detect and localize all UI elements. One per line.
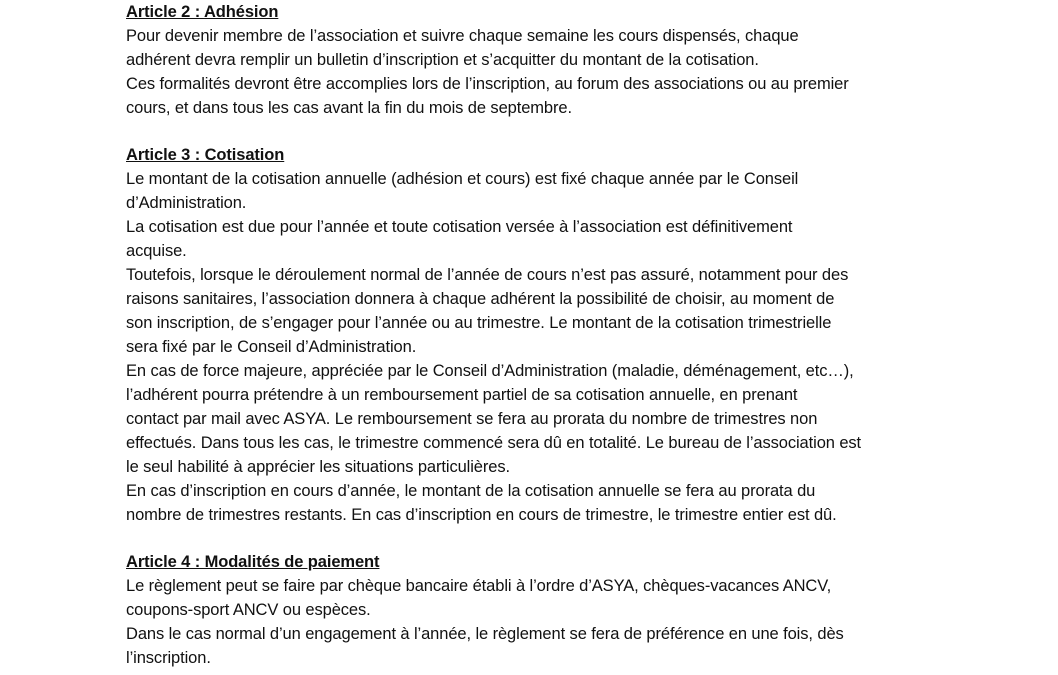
article-2-adhesion (126, 0, 946, 120)
article-title: Article 2 : Adhésion (126, 3, 279, 21)
paragraph-line: Le montant de la cotisation annuelle (adhésion et cours) est fixé chaque année par le Conseil (126, 170, 799, 188)
paragraph-line: le seul habilité à apprécier les situations particulières. (126, 458, 510, 476)
paragraph-line: La cotisation est due pour l’année et toute cotisation versée à l’association est définitivement (126, 218, 793, 236)
paragraph-line: Pour devenir membre de l’association et suivre chaque semaine les cours dispensés, chaque (126, 27, 799, 45)
paragraph-line: nombre de trimestres restants. En cas d’inscription en cours de trimestre, le trimestre entier est dû. (126, 506, 837, 524)
paragraph-line: contact par mail avec ASYA. Le remboursement se fera au prorata du nombre de trimestres non (126, 410, 818, 428)
paragraph-line: effectués. Dans tous les cas, le trimestre commencé sera dû en totalité. Le bureau de l’association est (126, 434, 862, 452)
paragraph-line: Dans le cas normal d’un engagement à l’année, le règlement se fera de préférence en une fois, dès (126, 625, 844, 643)
paragraph-line: raisons sanitaires, l’association donnera à chaque adhérent la possibilité de choisir, au moment de (126, 290, 835, 308)
paragraph-line: sera fixé par le Conseil d’Administration. (126, 338, 417, 356)
document-page (126, 0, 946, 675)
paragraph-line: d’Administration. (126, 194, 247, 212)
paragraph-line: En cas d’inscription en cours d’année, le montant de la cotisation annuelle se fera au prorata du (126, 482, 816, 500)
paragraph-line: Le règlement peut se faire par chèque bancaire établi à l’ordre d’ASYA, chèques-vacances ANCV, (126, 577, 832, 595)
paragraph-line: En cas de force majeure, appréciée par le Conseil d’Administration (maladie, déménagement, etc…), (126, 362, 854, 380)
paragraph-line: l’inscription. (126, 649, 211, 667)
article-title: Article 4 : Modalités de paiement (126, 553, 380, 571)
paragraph-line: son inscription, de s’engager pour l’année ou au trimestre. Le montant de la cotisation trimestrielle (126, 314, 832, 332)
article-4-modalites-paiement (126, 550, 946, 670)
article-title: Article 3 : Cotisation (126, 146, 285, 164)
paragraph-line: Ces formalités devront être accomplies lors de l’inscription, au forum des associations ou au premier (126, 75, 849, 93)
paragraph-line: l’adhérent pourra prétendre à un remboursement partiel de sa cotisation annuelle, en prenant (126, 386, 798, 404)
paragraph-line: acquise. (126, 242, 187, 260)
article-3-cotisation (126, 143, 946, 527)
paragraph-line: coupons-sport ANCV ou espèces. (126, 601, 371, 619)
paragraph-line: adhérent devra remplir un bulletin d’inscription et s’acquitter du montant de la cotisation. (126, 51, 759, 69)
paragraph-line: cours, et dans tous les cas avant la fin du mois de septembre. (126, 99, 572, 117)
paragraph-line: Toutefois, lorsque le déroulement normal de l’année de cours n’est pas assuré, notamment pour des (126, 266, 849, 284)
